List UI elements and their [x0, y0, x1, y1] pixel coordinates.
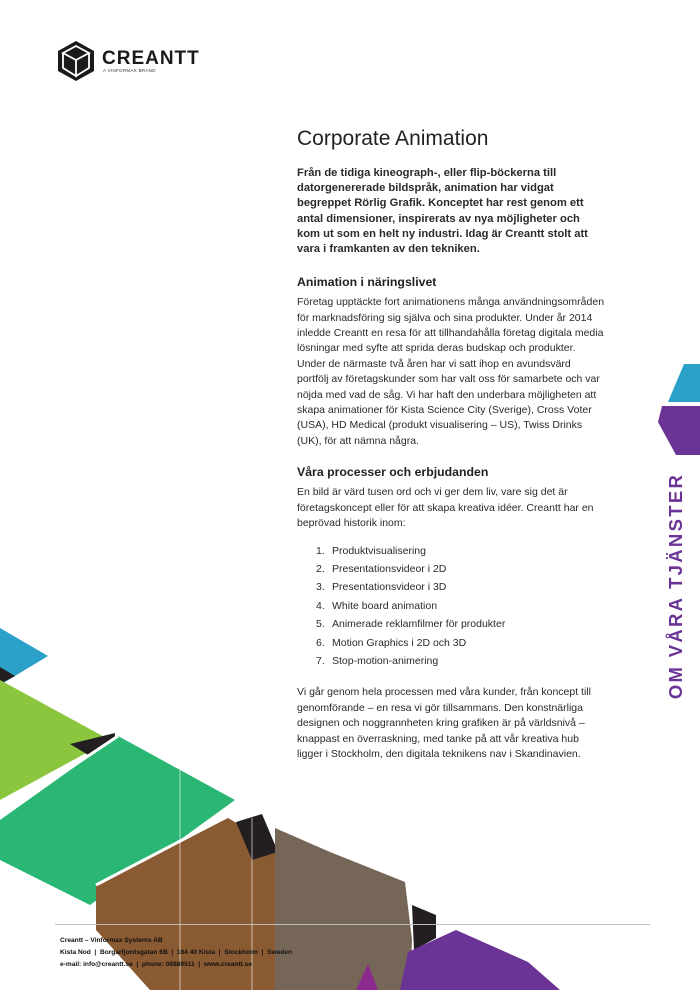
page-title: Corporate Animation	[297, 127, 489, 150]
section-heading-animation: Animation i näringslivet	[297, 275, 437, 290]
brand-logo[interactable]	[56, 40, 206, 84]
list-number: 2.	[316, 562, 325, 575]
section-heading-processes: Våra processer och erbjudanden	[297, 465, 489, 480]
list-text: Animerade reklamfilmer för produkter	[332, 618, 506, 631]
brand-tagline: A VINFORMAX BRAND	[103, 68, 156, 73]
footer	[60, 935, 292, 971]
list-item	[297, 578, 605, 596]
list-text: Motion Graphics i 2D och 3D	[332, 636, 467, 649]
footer-address: Kista Nod | Borgarfjordsgatan 6B | 164 40 Kista | Stockholm | Sweden	[60, 949, 292, 956]
services-list	[297, 542, 605, 671]
list-number: 5.	[316, 618, 325, 631]
intro-paragraph: Från de tidiga kineograph-, eller flip-böckerna till datorgenererade bildspråk, animation har vidgat begreppet Rörlig Grafik. Konceptet har rest genom ett antal dimensioner, inspirerats av nya möjligheter och kom ut som en helt ny industri. Idag är Creantt stolt att vara i framkanten av den tekniken.	[297, 167, 588, 256]
decor-purple-hexagon-right	[658, 406, 700, 455]
list-number: 1.	[316, 544, 325, 557]
cube-logo-icon	[56, 40, 96, 82]
list-item	[297, 597, 605, 615]
list-item	[297, 560, 605, 578]
closing-paragraph: Vi går genom hela processen med våra kunder, från koncept till genomförande – en resa vi gör tillsammans. Den konstnärliga designen och noggrannheten kring grafiken är på världsnivå – knappast en överraskning, med tanke på att vår kreativa hub ligger i Stockholm, den digitala teknikens nav i Skandinavien.	[297, 686, 591, 760]
list-item	[297, 652, 605, 670]
footer-company: Creantt – Vinformax Systems AB	[60, 937, 163, 944]
list-number: 4.	[316, 599, 325, 612]
article	[297, 127, 605, 778]
decor-taupe-shape	[275, 828, 412, 990]
decor-cyan-triangle-right	[668, 364, 700, 402]
list-item	[297, 634, 605, 652]
section-body-animation: Företag upptäckte fort animationens många användningsområden för marknadsföring sig själva och sina produkter. Under år 2014 inledde Creantt en resa för att tillhandahålla företag digitala media lösningar med syfte att sprida deras budskap och produkter. Under de närmaste två åren har vi satt ihop en avundsvärd portfölj av företagskunder som har valt oss för samarbete och var nöjda med vad de såg. Vi har haft den underbara möjligheten att skapa animationer för Kista Science City (Sverige), Cross Voter (USA), HD Medical (produkt visualisering – US), Twiss Drinks (UK), för att nämna några.	[297, 296, 605, 447]
footer-contact[interactable]: e-mail: info@creantt.se | phone: 08889511 | www.creantt.se	[60, 961, 253, 968]
list-text: Presentationsvideor i 2D	[332, 562, 447, 575]
list-item	[297, 615, 605, 633]
list-text: White board animation	[332, 599, 438, 612]
list-number: 7.	[316, 654, 325, 667]
list-text: Presentationsvideor i 3D	[332, 581, 447, 594]
brand-name: CREANTT	[102, 48, 200, 69]
list-text: Produktvisualisering	[332, 544, 426, 557]
section-body-processes: En bild är värd tusen ord och vi ger dem liv, vare sig det är företagskoncept eller för att skapa kreativa idéer. Creantt har en beprövad historik inom:	[297, 486, 594, 530]
footer-divider	[55, 924, 650, 925]
list-text: Stop-motion-animering	[332, 654, 439, 667]
list-number: 3.	[316, 581, 325, 594]
list-number: 6.	[316, 636, 325, 649]
list-item	[297, 542, 605, 560]
side-section-label: OM VÅRA TJÄNSTER	[665, 472, 686, 700]
